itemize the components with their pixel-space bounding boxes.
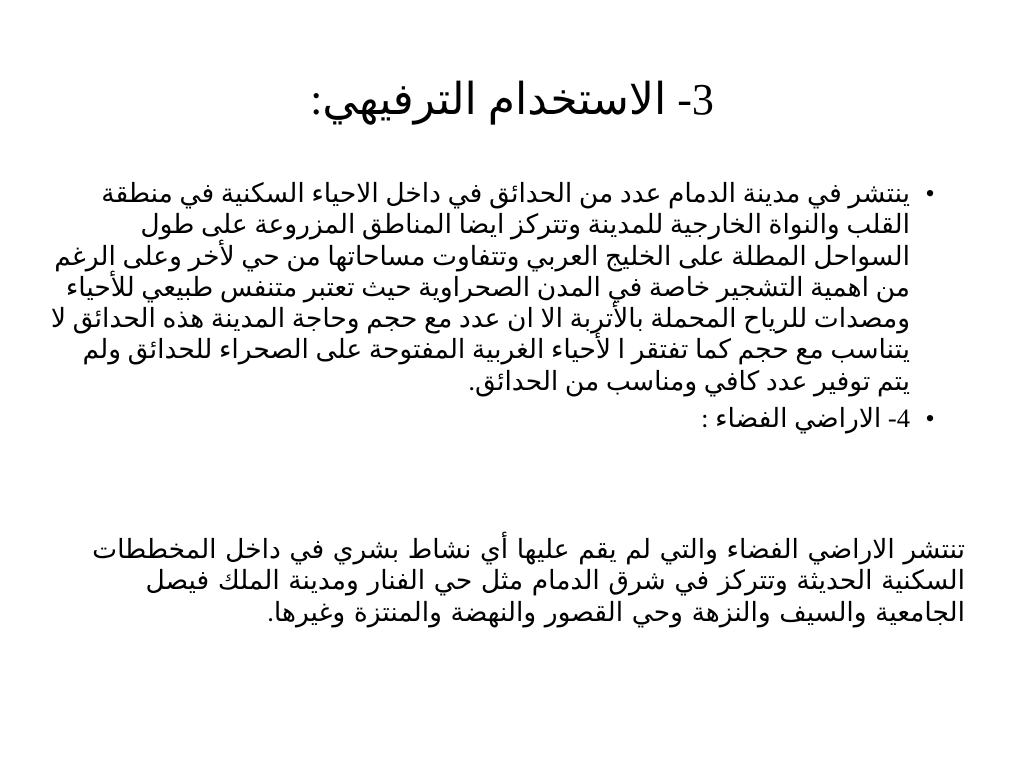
bullet-list [50,178,940,440]
list-item [50,403,940,434]
bullet-icon: • [925,178,935,208]
body-paragraph: تنتشر الاراضي الفضاء والتي لم يقم عليها أي نشاط بشري في داخل المخططات السكنية الحديثة وتتركز في شرق الدمام مثل حي الفنار ومدينة الملك فيصل الجامعية والسيف والنزهة وحي القصور والنهضة والمنتزة وغيرها. [92,534,965,627]
bullet-icon: • [925,403,935,434]
slide-title: 3- الاستخدام الترفيهي: [310,75,714,124]
list-item [50,178,940,397]
section-heading: 4- الاراضي الفضاء : [701,403,910,434]
bullet-text: ينتشر في مدينة الدمام عدد من الحدائق في داخل الاحياء السكنية في منطقة القلب والنواة الخارجية للمدينة وتتركز ايضا المناطق المزروعة على طول السواحل المطلة على الخليج العربي وتتفاوت مساحاتها من حي لأخر وعلى الرغم من اهمية التشجير خاصة في المدن الصحراوية حيث تعتبر متنفس طبيعي للأحياء ومصدات للرياح المحملة بالأتربة الا ان عدد مع حجم وحاجة المدينة هذه الحدائق لا يتناسب مع حجم كما تفتقر ا لأحياء الغربية المفتوحة على الصحراء للحدائق ولم يتم توفير عدد كافي ومناسب من الحدائق. [50,178,910,396]
